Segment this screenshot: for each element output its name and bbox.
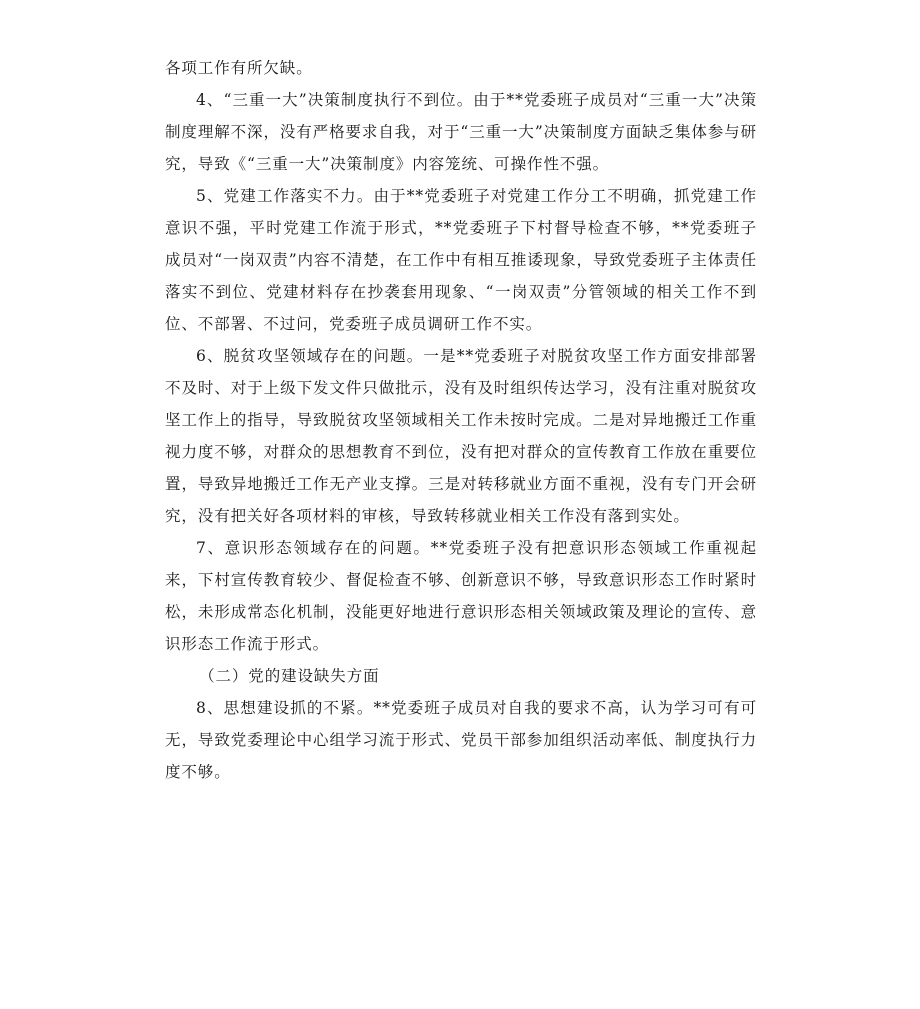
- paragraph-item-8: 8、思想建设抓的不紧。**党委班子成员对自我的要求不高，认为学习可有可无，导致党委理论中心组学习流于形式、党员干部参加组织活动率低、制度执行力度不够。: [165, 699, 757, 781]
- paragraph-item-7: 7、意识形态领域存在的问题。**党委班子没有把意识形态领域工作重视起来，下村宣传教育较少、督促检查不够、创新意识不够，导致意识形态工作时紧时松，未形成常态化机制，没能更好地进行意识形态相关领域政策及理论的宣传、意识形态工作流于形式。: [165, 539, 757, 653]
- paragraph-continuation: 各项工作有所欠缺。: [165, 59, 313, 77]
- paragraph-item-5: 5、党建工作落实不力。由于**党委班子对党建工作分工不明确，抓党建工作意识不强，平时党建工作流于形式，**党委班子下村督导检查不够，**党委班子成员对“一岗双责”内容不清楚，在工作中有相互推诿现象，导致党委班子主体责任落实不到位、党建材料存在抄袭套用现象、“一岗双责”分管领域的相关工作不到位、不部署、不过问，党委班子成员调研工作不实。: [165, 187, 757, 333]
- document-body: [165, 52, 757, 788]
- paragraph-item-4: 4、“三重一大”决策制度执行不到位。由于**党委班子成员对“三重一大”决策制度理解不深，没有严格要求自我，对于“三重一大”决策制度方面缺乏集体参与研究，导致《“三重一大”决策制度》内容笼统、可操作性不强。: [165, 91, 757, 173]
- paragraph-item-6: 6、脱贫攻坚领域存在的问题。一是**党委班子对脱贫攻坚工作方面安排部署不及时、对于上级下发文件只做批示，没有及时组织传达学习，没有注重对脱贫攻坚工作上的指导，导致脱贫攻坚领域相关工作未按时完成。二是对异地搬迁工作重视力度不够，对群众的思想教育不到位，没有把对群众的宣传教育工作放在重要位置，导致异地搬迁工作无产业支撑。三是对转移就业方面不重视，没有专门开会研究，没有把关好各项材料的审核，导致转移就业相关工作没有落到实处。: [165, 347, 757, 525]
- section-heading-2: （二）党的建设缺失方面: [199, 667, 380, 685]
